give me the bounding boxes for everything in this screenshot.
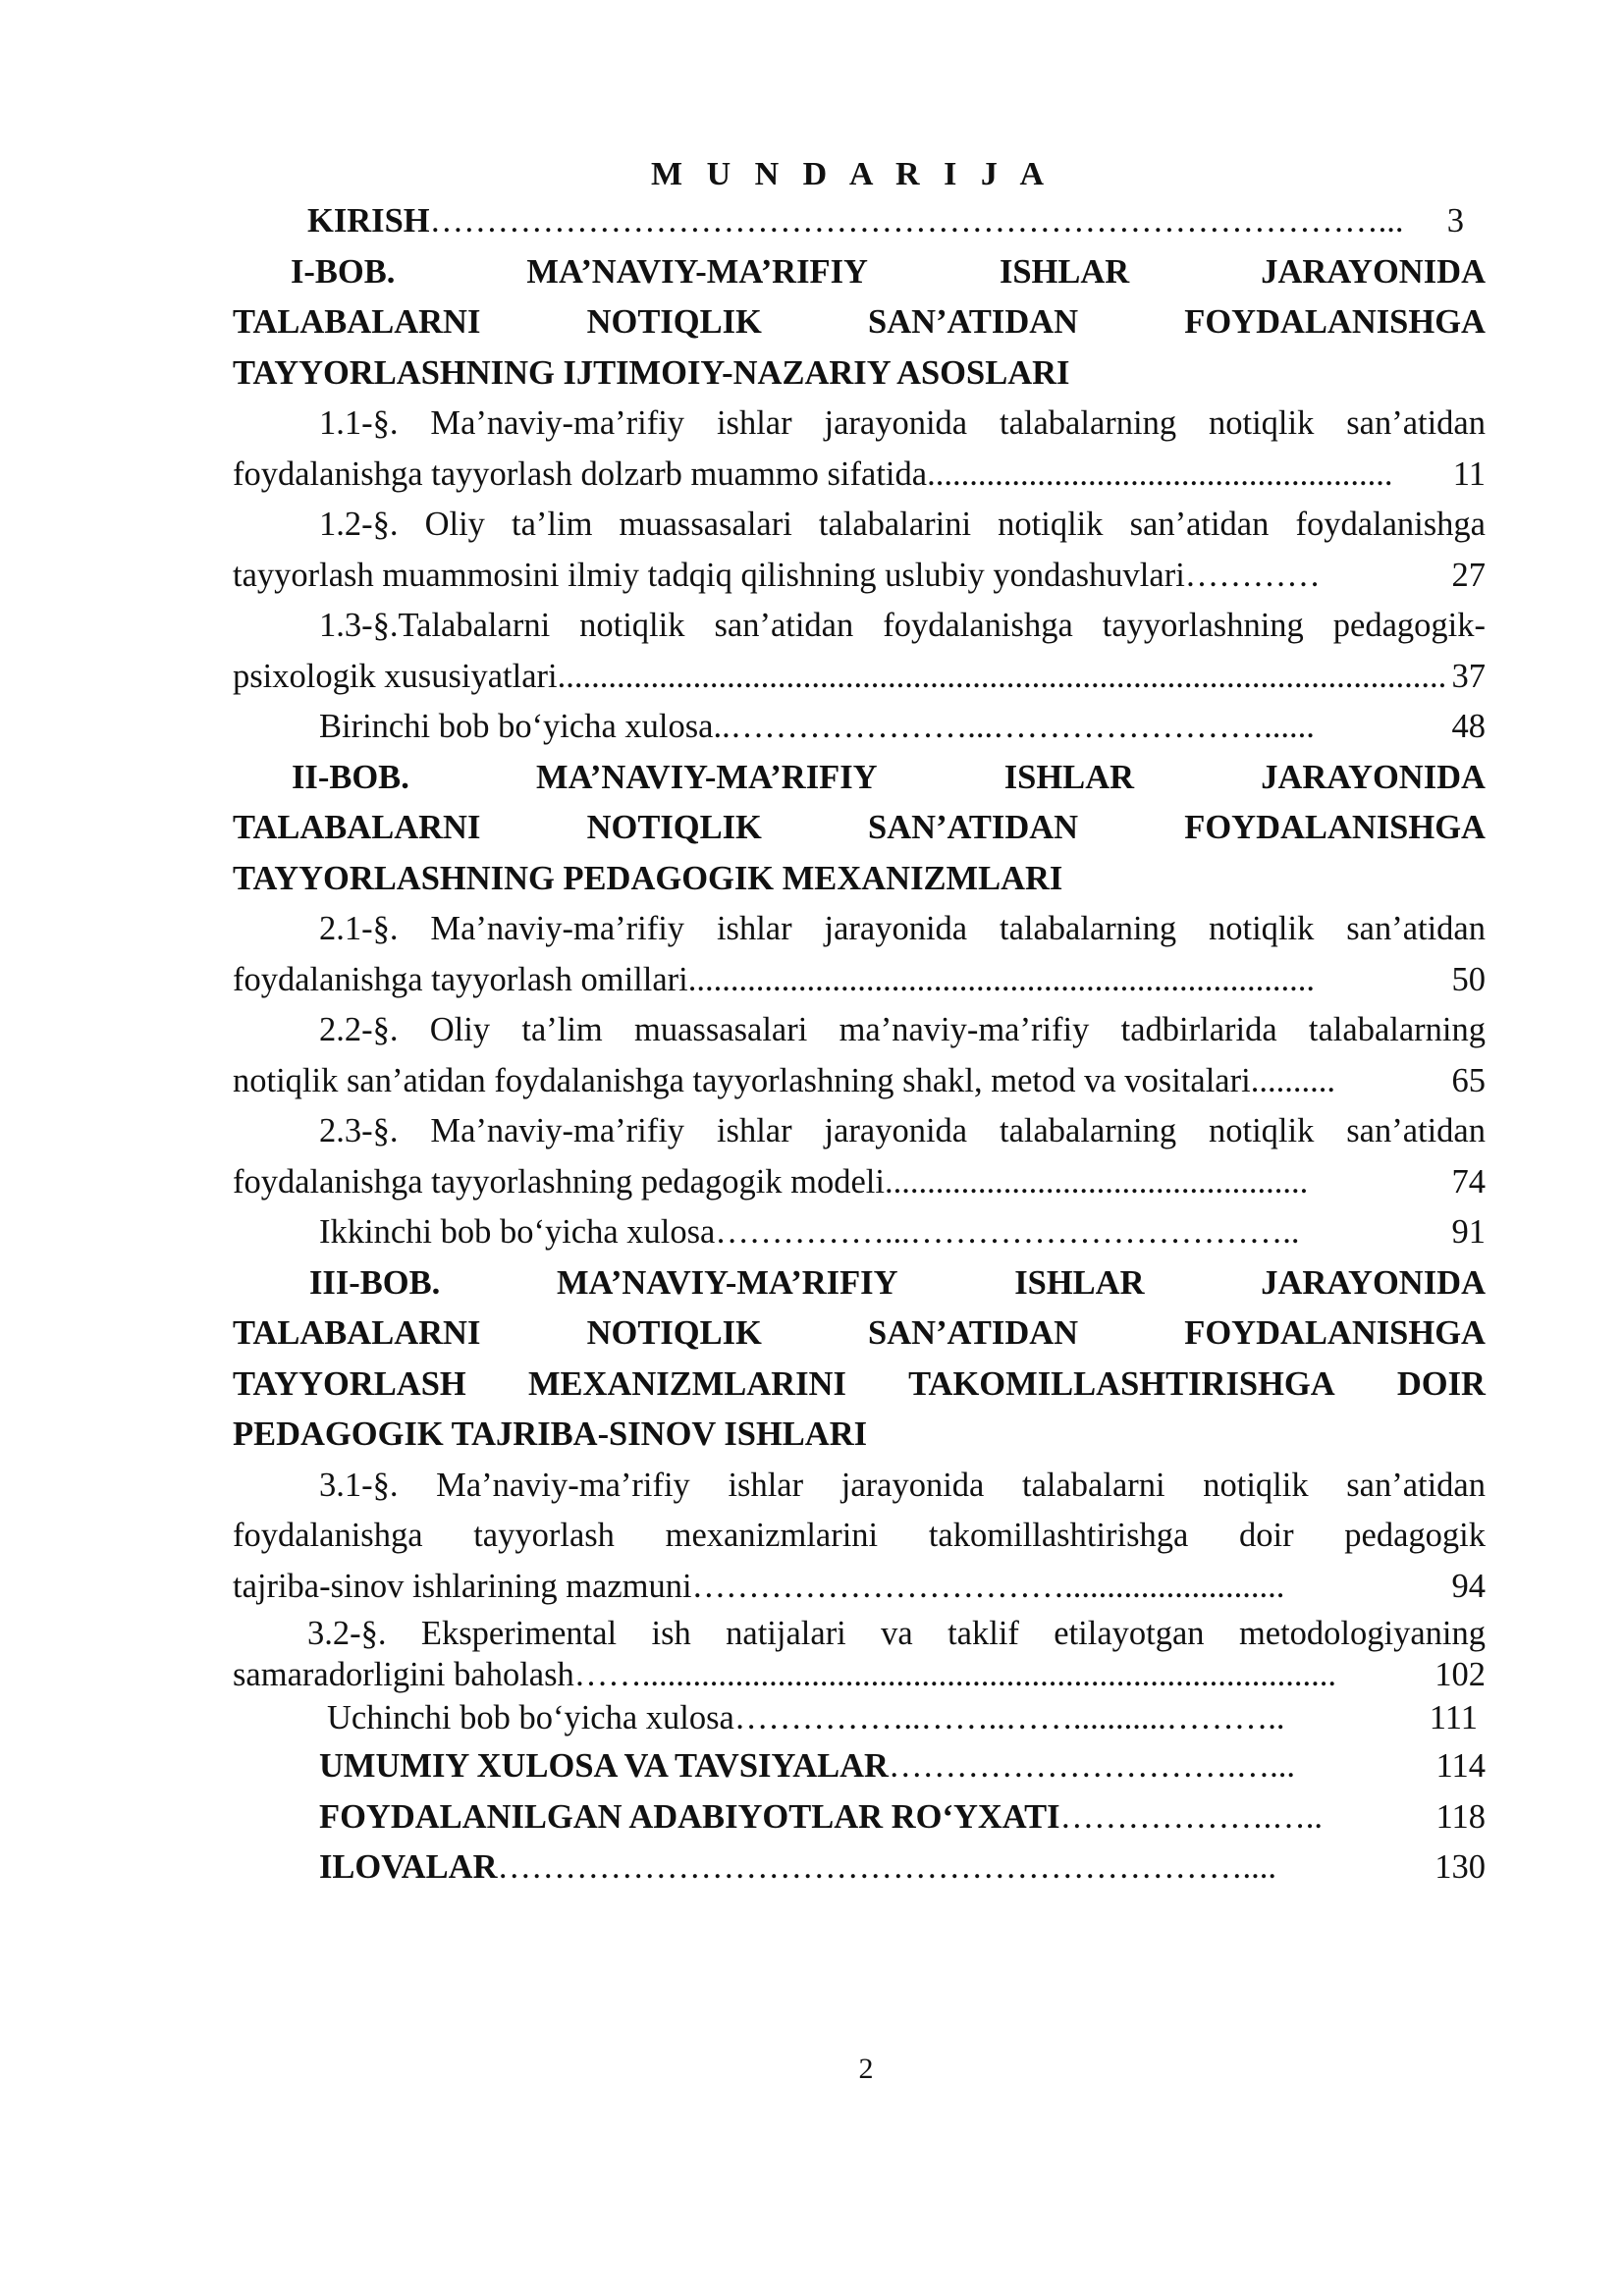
toc-entry-3-1[interactable] bbox=[233, 1562, 1486, 1613]
toc-entry-label: FOYDALANILGAN ADABIYOTLAR RO‘YXATI bbox=[319, 1797, 1060, 1836]
heading-word: TAYYORLASH bbox=[233, 1364, 466, 1403]
heading-word: TAKOMILLASHTIRISHGA bbox=[908, 1364, 1335, 1403]
chapter-3-number: III-BOB. bbox=[309, 1263, 441, 1302]
chapter-1-heading-line-3: TAYYORLASHNING IJTIMOIY-NAZARIY ASOSLARI bbox=[233, 353, 1070, 392]
toc-leader-dots: …….................................................................................. bbox=[573, 1656, 1337, 1693]
heading-word: NOTIQLIK bbox=[586, 303, 762, 341]
heading-word: DOIR bbox=[1396, 1364, 1486, 1403]
chapter-3-heading-line-3 bbox=[233, 1360, 1486, 1411]
toc-entry-label: psixologik xususiyatlari bbox=[233, 657, 558, 695]
toc-page-number: 111 bbox=[1429, 1699, 1478, 1736]
chapter-1-heading-line-2 bbox=[233, 297, 1486, 348]
toc-entry-2-1[interactable] bbox=[233, 955, 1486, 1006]
heading-word: TALABALARNI bbox=[233, 303, 481, 341]
toc-entry-label: UMUMIY XULOSA VA TAVSIYALAR bbox=[319, 1747, 889, 1785]
toc-entry-1-1[interactable] bbox=[233, 450, 1486, 501]
toc-page-number: 114 bbox=[1435, 1747, 1486, 1785]
toc-entry-3-1-line-2: foydalanishga tayyorlash mexanizmlarini takomillashtirishga doir pedagogik bbox=[233, 1517, 1486, 1554]
toc-entry-1-1-line-1[interactable]: 1.1-§. Ma’naviy-ma’rifiy ishlar jarayonida talabalarning notiqlik san’atidan bbox=[319, 404, 1486, 442]
toc-leader-dots: .......... bbox=[1250, 1061, 1335, 1099]
toc-page-number: 130 bbox=[1435, 1848, 1486, 1886]
toc-entry-label: notiqlik san’atidan foydalanishga tayyorlashning shakl, metod va vositalari bbox=[233, 1061, 1251, 1099]
toc-page-number: 65 bbox=[1451, 1061, 1486, 1099]
heading-word: JARAYONIDA bbox=[1261, 252, 1486, 291]
toc-page-number: 50 bbox=[1451, 960, 1486, 998]
toc-page-number: 118 bbox=[1435, 1797, 1486, 1836]
toc-entry-chapter-3-conclusion[interactable] bbox=[233, 1694, 1486, 1741]
toc-entry-2-1-line-1[interactable]: 2.1-§. Ma’naviy-ma’rifiy ishlar jarayonida talabalarning notiqlik san’atidan bbox=[319, 910, 1486, 947]
toc-page-number: 74 bbox=[1451, 1162, 1486, 1201]
toc-leader-dots: ………… bbox=[1184, 556, 1321, 594]
toc-entry-chapter-1-conclusion[interactable] bbox=[233, 702, 1486, 753]
toc-entry-3-2-line-1[interactable]: 3.2-§. Eksperimental ish natijalari va taklif etilayotgan metodologiyaning bbox=[307, 1615, 1486, 1652]
toc-entry-references[interactable] bbox=[233, 1792, 1486, 1843]
toc-entry-label: samaradorligini baholash bbox=[233, 1656, 574, 1693]
toc-page-number: 91 bbox=[1451, 1213, 1486, 1251]
toc-entry-label: tajriba-sinov ishlarining mazmuni bbox=[233, 1567, 692, 1605]
toc-leader-dots: …………………………….......................... bbox=[691, 1567, 1285, 1605]
toc-entry-2-2-line-1[interactable]: 2.2-§. Oliy ta’lim muassasalari ma’naviy-ma’rifiy tadbirlarida talabalarning bbox=[319, 1011, 1486, 1048]
toc-page-number: 48 bbox=[1451, 708, 1486, 745]
toc-entry-general-conclusion[interactable] bbox=[233, 1741, 1486, 1792]
heading-word: JARAYONIDA bbox=[1261, 1263, 1486, 1302]
chapter-3-heading-line-1[interactable] bbox=[233, 1258, 1486, 1309]
heading-word: JARAYONIDA bbox=[1261, 758, 1486, 796]
heading-word: MEXANIZMLARINI bbox=[527, 1364, 846, 1403]
toc-leader-dots: …………………………………………………………………………... bbox=[429, 202, 1404, 240]
toc-entry-appendices[interactable] bbox=[233, 1842, 1486, 1894]
toc-page-number: 3 bbox=[1446, 202, 1464, 240]
toc-entry-label: foydalanishga tayyorlash dolzarb muammo sifatida bbox=[233, 454, 928, 493]
toc-entry-label: ILOVALAR bbox=[319, 1848, 498, 1886]
toc-leader-dots: ......................................................................................................... bbox=[557, 657, 1447, 695]
toc-leader-dots: ..…………………...……………………...... bbox=[713, 708, 1315, 745]
page-number: 2 bbox=[858, 2053, 874, 2085]
heading-word: ISHLAR bbox=[1014, 1263, 1145, 1302]
toc-entry-label: KIRISH bbox=[307, 202, 430, 240]
toc-leader-dots: ....................................................... bbox=[927, 454, 1393, 493]
heading-word: TALABALARNI bbox=[233, 1314, 481, 1352]
toc-entry-label: tayyorlash muammosini ilmiy tadqiq qilishning uslubiy yondashuvlari bbox=[233, 556, 1185, 594]
toc-entry-2-3-line-1[interactable]: 2.3-§. Ma’naviy-ma’rifiy ishlar jarayonida talabalarning notiqlik san’atidan bbox=[319, 1112, 1486, 1149]
toc-leader-dots: ………………………………………………………….... bbox=[497, 1848, 1276, 1886]
chapter-2-number: II-BOB. bbox=[292, 758, 409, 796]
chapter-2-heading-line-1[interactable] bbox=[233, 753, 1486, 804]
heading-word: FOYDALANISHGA bbox=[1184, 809, 1486, 846]
page-title: M U N D A R I J A bbox=[650, 156, 1053, 192]
heading-word: FOYDALANISHGA bbox=[1184, 1314, 1486, 1352]
toc-leader-dots: ………………………….…... bbox=[888, 1747, 1295, 1785]
heading-word: NOTIQLIK bbox=[586, 809, 762, 846]
heading-word: MA’NAVIY-MA’RIFIY bbox=[536, 758, 878, 796]
toc-entry-1-3-line-1[interactable]: 1.3-§.Talabalarni notiqlik san’atidan foydalanishga tayyorlashning pedagogik- bbox=[319, 607, 1486, 644]
toc-entry-label: Birinchi bob bo‘yicha xulosa bbox=[319, 708, 714, 745]
toc-leader-dots: .......................................................................... bbox=[687, 960, 1315, 998]
chapter-2-heading-line-2 bbox=[233, 803, 1486, 854]
toc-leader-dots: ……………..……..……...........……….. bbox=[733, 1699, 1285, 1736]
toc-entry-2-3[interactable] bbox=[233, 1157, 1486, 1208]
heading-word: SAN’ATIDAN bbox=[868, 809, 1079, 846]
heading-word: MA’NAVIY-MA’RIFIY bbox=[556, 1263, 898, 1302]
toc-page-number: 27 bbox=[1451, 556, 1486, 594]
toc-page-number: 37 bbox=[1451, 657, 1486, 695]
chapter-2-heading-line-3: TAYYORLASHNING PEDAGOGIK MEXANIZMLARI bbox=[233, 859, 1063, 897]
table-of-contents bbox=[233, 196, 1486, 1894]
toc-page-number: 102 bbox=[1435, 1656, 1486, 1693]
heading-word: SAN’ATIDAN bbox=[868, 1314, 1079, 1352]
chapter-1-number: I-BOB. bbox=[291, 252, 396, 291]
toc-entry-kirish[interactable] bbox=[233, 196, 1486, 247]
toc-entry-1-2[interactable] bbox=[233, 551, 1486, 602]
toc-entry-chapter-2-conclusion[interactable] bbox=[233, 1207, 1486, 1258]
heading-word: FOYDALANISHGA bbox=[1184, 303, 1486, 341]
toc-entry-2-2[interactable] bbox=[233, 1056, 1486, 1107]
toc-entry-3-2[interactable] bbox=[233, 1655, 1486, 1694]
toc-entry-3-1-line-1[interactable]: 3.1-§. Ma’naviy-ma’rifiy ishlar jarayonida talabalarni notiqlik san’atidan bbox=[319, 1466, 1486, 1504]
heading-word: TALABALARNI bbox=[233, 809, 481, 846]
heading-word: ISHLAR bbox=[1003, 758, 1135, 796]
toc-leader-dots: ……………….….. bbox=[1059, 1797, 1323, 1836]
toc-page-number: 11 bbox=[1452, 454, 1486, 493]
toc-entry-label: Uchinchi bob bo‘yicha xulosa bbox=[327, 1699, 734, 1736]
heading-word: ISHLAR bbox=[999, 252, 1130, 291]
heading-word: MA’NAVIY-MA’RIFIY bbox=[526, 252, 868, 291]
chapter-1-heading-line-1[interactable] bbox=[233, 247, 1486, 298]
toc-entry-label: foydalanishga tayyorlashning pedagogik modeli bbox=[233, 1162, 885, 1201]
toc-leader-dots: .................................................. bbox=[884, 1162, 1309, 1201]
toc-entry-label: Ikkinchi bob bo‘yicha xulosa bbox=[319, 1213, 716, 1251]
chapter-3-heading-line-2 bbox=[233, 1308, 1486, 1360]
heading-word: NOTIQLIK bbox=[586, 1314, 762, 1352]
toc-leader-dots: ……………...…………………………….. bbox=[715, 1213, 1300, 1251]
heading-word: SAN’ATIDAN bbox=[868, 303, 1079, 341]
toc-entry-1-2-line-1[interactable]: 1.2-§. Oliy ta’lim muassasalari talabalarini notiqlik san’atidan foydalanishga bbox=[319, 506, 1486, 543]
toc-entry-label: foydalanishga tayyorlash omillari bbox=[233, 960, 688, 998]
toc-page-number: 94 bbox=[1451, 1567, 1486, 1605]
toc-entry-1-3[interactable] bbox=[233, 652, 1486, 703]
chapter-3-heading-line-4: PEDAGOGIK TAJRIBA-SINOV ISHLARI bbox=[233, 1415, 868, 1453]
